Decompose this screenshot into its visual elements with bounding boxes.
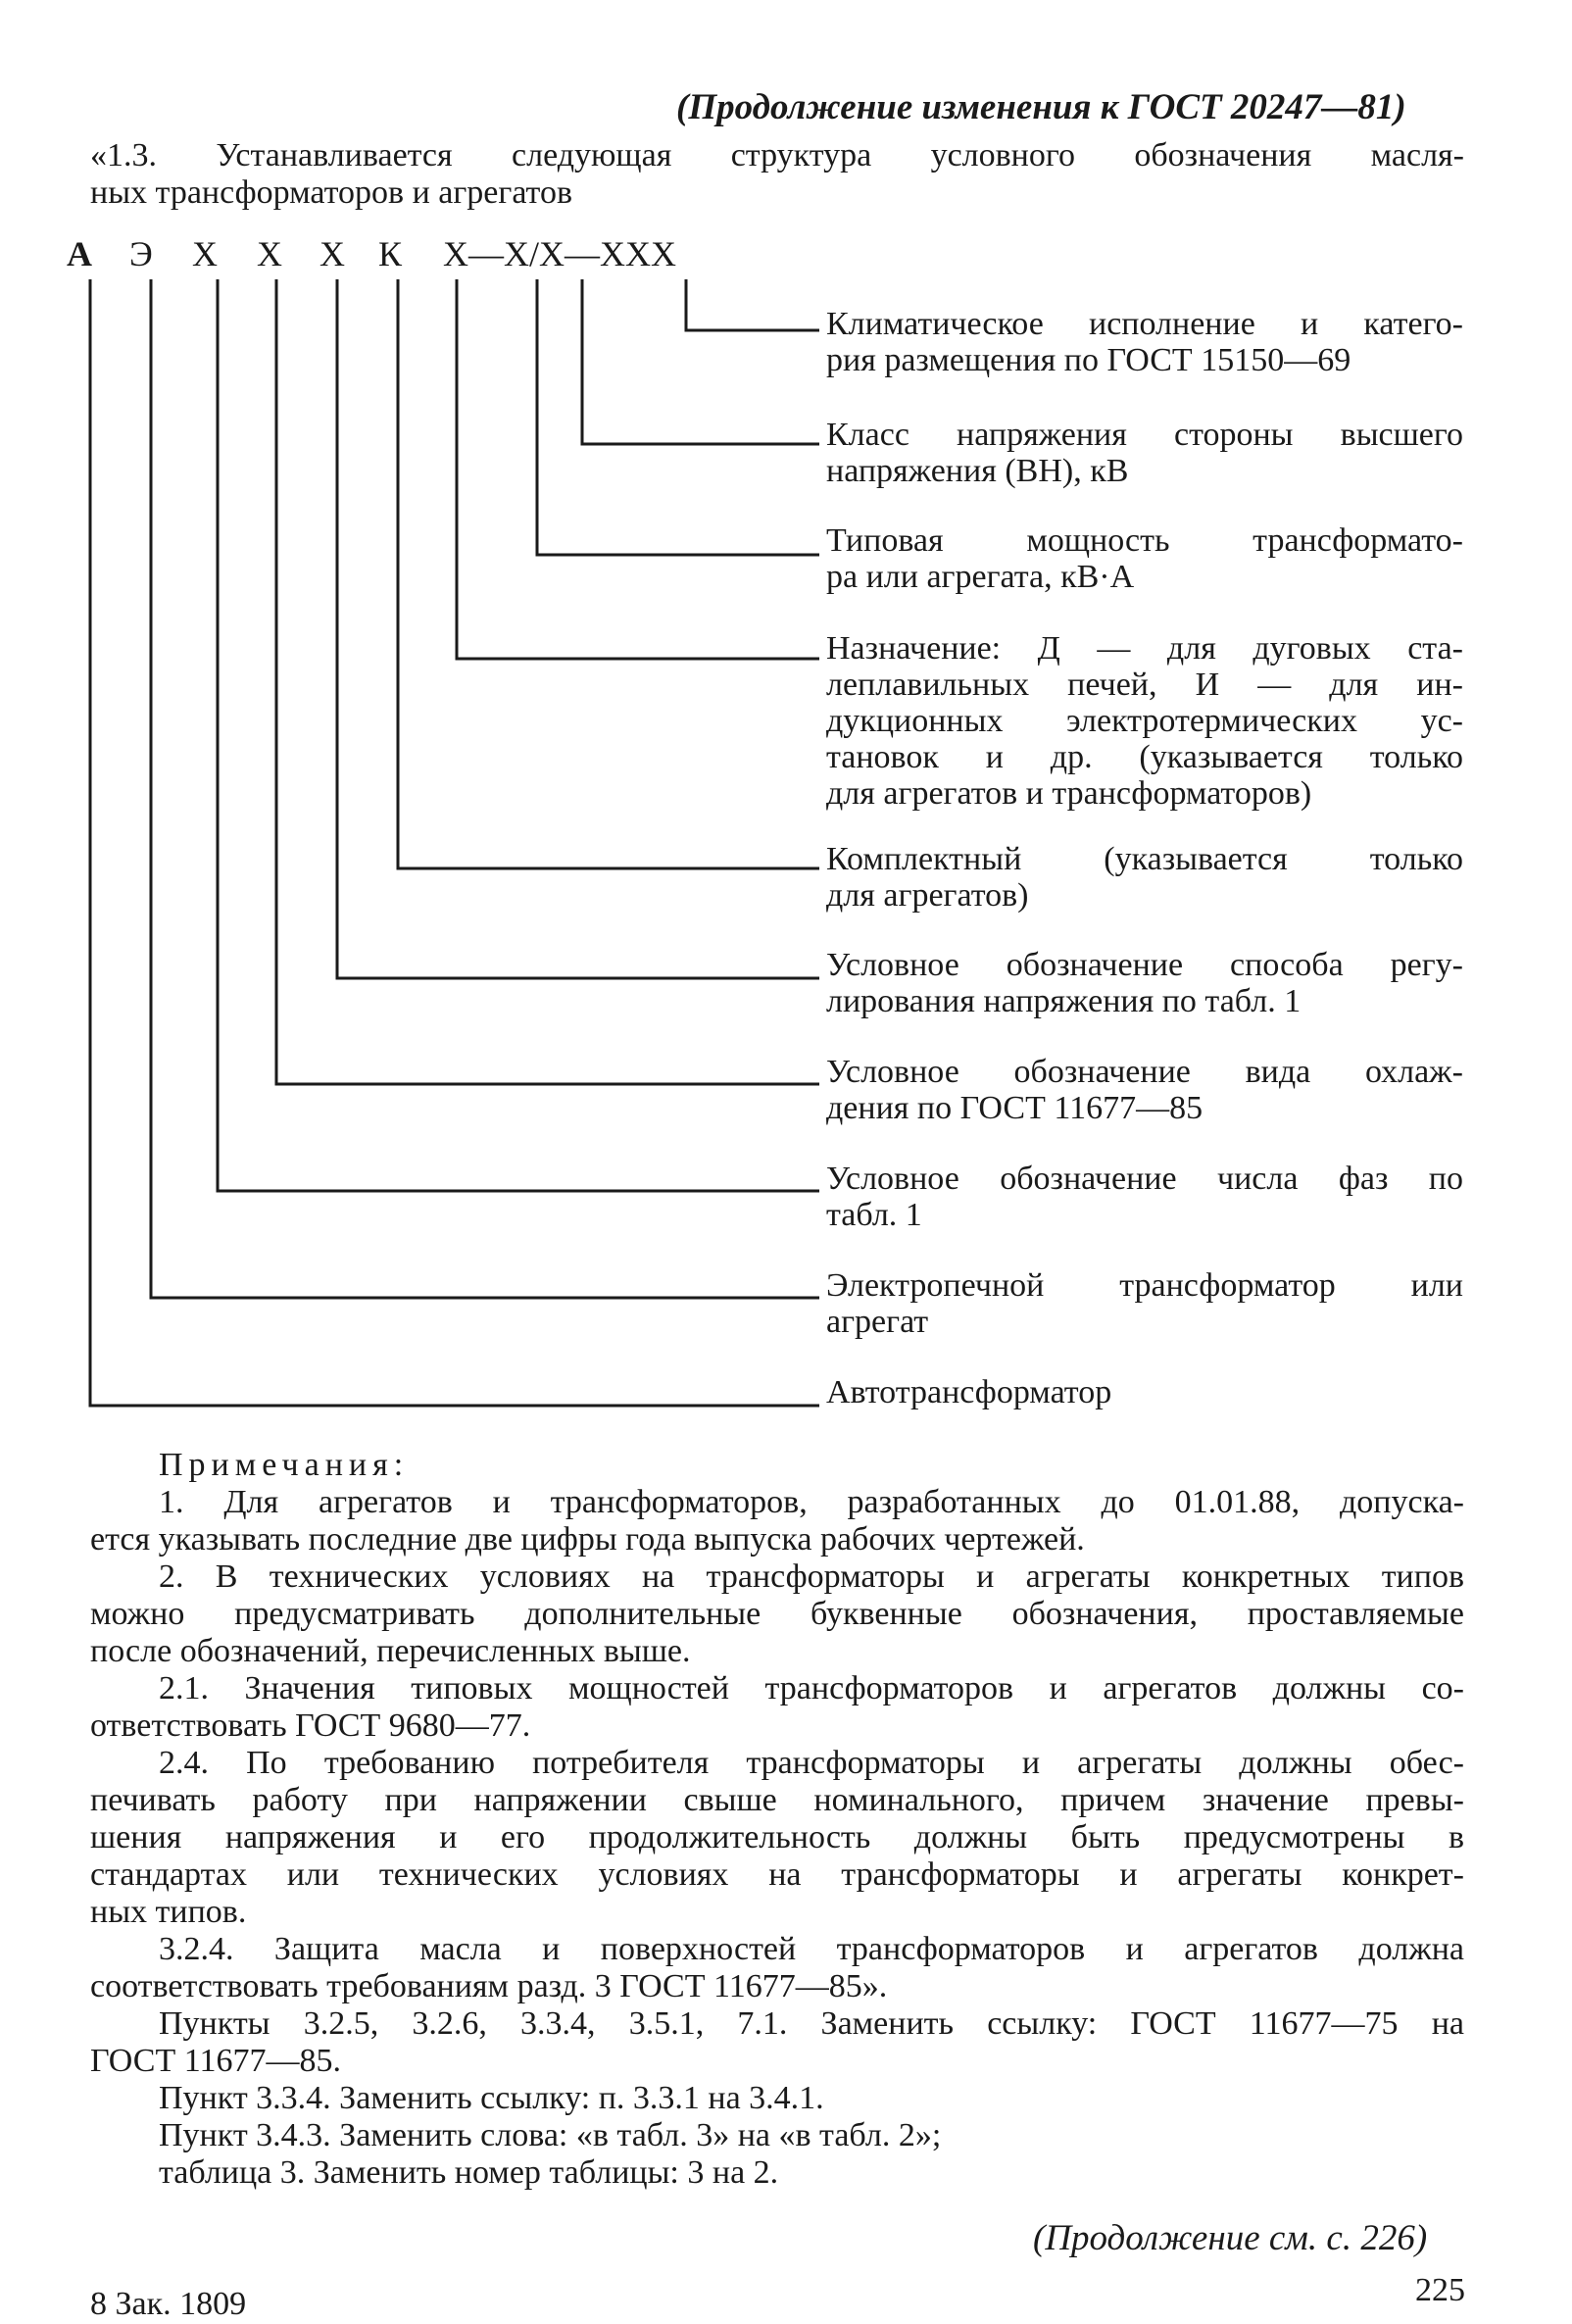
legend-cooling: Условное обозначение вида охлаж- дения по ГОСТ 11677—85 (826, 1054, 1463, 1126)
note-1: 1. Для агрегатов и трансформаторов, разработанных до 01.01.88, допуска- (159, 1484, 1464, 1520)
legend-voltage-class: Класс напряжения стороны высшего напряжения (ВН), кВ (826, 417, 1463, 489)
order-number: 8 Зак. 1809 (90, 2286, 247, 2322)
continuation-footer: (Продолжение см. с. 226) (1033, 2218, 1428, 2258)
item-3-3-4: Пункт 3.3.4. Заменить ссылку: п. 3.3.1 на 3.4.1. (159, 2080, 824, 2116)
legend-typical-power: Типовая мощность трансформато- ра или агрегата, кВ·А (826, 522, 1463, 595)
notes-block: Примечания: 1. Для агрегатов и трансформаторов, разработанных до 01.01.88, допуска- ется указывать последние две цифры года выпуска рабочих чертежей. 2. В технических условиях на трансформаторы и агрегаты конкретных типов можно предусматривать дополнительные буквенные обозначения, проставляемые после обозначений, перечисленных выше. 2.1. Значения типовых мощностей трансформаторов и агрегатов должны со- ответствовать ГОСТ 9680—77. 2.4. По требованию потребителя трансформаторы и агрегаты должны обес- печивать работу при напряжении свыше номинального, причем значение превы- шения напряжения и его продолжительность должны быть предусмотрены в стандартах или технических условиях на трансформаторы и агрегаты конкрет- ных типов. 3.2.4. Защита масла и поверхностей трансформаторов и агрегатов должна соответствовать требованиям разд. 3 ГОСТ 11677—85». Пункты 3.2.5, 3.2.6, 3.3.4, 3.5.1, 7.1. Заменить ссылку: ГОСТ 11677—75 на ГОСТ 11677—85. Пункт 3.3.4. Заменить ссылку: п. 3.3.1 на 3.4.1. Пункт 3.4.3. Заменить слова: «в табл. 3» на «в табл. 2»; таблица 3. Заменить номер таблицы: 3 на 2. (90, 1447, 1464, 2191)
item-2-4: 2.4. По требованию потребителя трансформаторы и агрегаты должны обес- (159, 1745, 1464, 1781)
code-letter-x1: Х (192, 234, 218, 273)
legend-complete: Комплектный (указывается только для агрегатов) (826, 841, 1463, 914)
item-2-1: 2.1. Значения типовых мощностей трансформаторов и агрегатов должны со- (159, 1670, 1464, 1706)
code-tail: Х—Х/Х—ХХХ (443, 234, 676, 273)
page-number: 225 (1415, 2272, 1465, 2308)
code-letter-a: А (67, 234, 92, 273)
legend-climatic: Климатическое исполнение и катего- рия размещения по ГОСТ 15150—69 (826, 306, 1463, 378)
item-3-4-3: Пункт 3.4.3. Заменить слова: «в табл. 3» на «в табл. 2»; (159, 2117, 942, 2153)
item-table-3: таблица 3. Заменить номер таблицы: 3 на 2. (159, 2154, 779, 2191)
code-letter-e: Э (129, 234, 153, 273)
legend-phases: Условное обозначение числа фаз по табл. 1 (826, 1161, 1463, 1233)
code-letter-x2: Х (257, 234, 282, 273)
intro-line-2: ных трансформаторов и агрегатов (90, 174, 573, 211)
legend-purpose: Назначение: Д — для дуговых ста- леплавильных печей, И — для ин- дукционных электротермических ус- тановок и др. (указывается только для агрегатов и трансформаторов) (826, 630, 1463, 812)
legend-electric-furnace: Электропечной трансформатор или агрегат (826, 1267, 1463, 1340)
code-letter-x3: Х (319, 234, 345, 273)
item-3-2-4: 3.2.4. Защита масла и поверхностей трансформаторов и агрегатов должна (159, 1931, 1464, 1967)
legend-regulation: Условное обозначение способа регу- лирования напряжения по табл. 1 (826, 947, 1463, 1019)
code-letter-k: К (378, 234, 403, 273)
note-2: 2. В технических условиях на трансформаторы и агрегаты конкретных типов (159, 1558, 1464, 1595)
continuation-header: (Продолжение изменения к ГОСТ 20247—81) (676, 87, 1406, 127)
notes-title: Примечания: (159, 1447, 410, 1483)
legend-autotransformer: Автотрансформатор (826, 1374, 1112, 1410)
item-points-replace: Пункты 3.2.5, 3.2.6, 3.3.4, 3.5.1, 7.1. Заменить ссылку: ГОСТ 11677—75 на (159, 2005, 1464, 2042)
intro-line-1: «1.3. Устанавливается следующая структура условного обозначения масля- (90, 137, 1464, 173)
